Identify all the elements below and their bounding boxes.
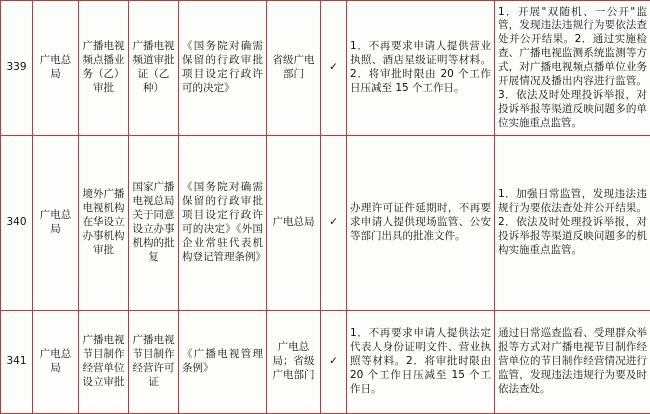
table-row (1, 1, 650, 136)
row-supervision-measures: 1．开展"双随机、一公开"监管，发现违法违规行为要依法查处并公开结果。2．通过实施检查、广播电视监测系统监测等方式，对广播电视频点播单位业务开展情况及播出内容进行监管。3．依法及时处理投诉举报，对投诉举报等渠道反映问题多的单位实施重点监管。 (495, 1, 650, 136)
row-department: 广电总局 (33, 311, 79, 414)
row-check-mark: ✓ (321, 1, 347, 136)
row-number: 339 (1, 1, 33, 136)
row-number: 340 (1, 136, 33, 311)
row-certificate-name: 国家广播电视总局关于同意设立办事机构的批复 (129, 136, 179, 311)
row-check-mark: ✓ (321, 311, 347, 414)
row-check-mark: ✓ (321, 136, 347, 311)
row-supervision-measures: 1．加强日常监管，发现违法违规行为要依法查处并公开结果。2．依法及时处理投诉举报，对投诉举报等渠道反映问题多的机构实施重点监管。 (495, 136, 650, 311)
table-row (1, 311, 650, 414)
row-certificate-name: 广播电视节目制作经营许可证 (129, 311, 179, 414)
row-approval-organ: 广电总局 (267, 136, 321, 311)
row-certificate-name: 广播电视频道审批证（乙种） (129, 1, 179, 136)
row-approval-organ: 广电总局；省级广电部门 (267, 311, 321, 414)
row-number: 341 (1, 311, 33, 414)
row-item-name: 广播电视节目制作经营单位设立审批 (79, 311, 129, 414)
row-department: 广电总局 (33, 1, 79, 136)
row-item-name: 广播电视频点播业务（乙）审批 (79, 1, 129, 136)
row-department: 广电总局 (33, 136, 79, 311)
row-item-name: 境外广播电视机构在华设立办事机构审批 (79, 136, 129, 311)
row-supervision-measures: 通过日常巡查监看、受理群众举报等方式对广播电视节目制作经营单位的节目制作经营情况进行监管，发现违法违规行为要及时依法查处。 (495, 311, 650, 414)
row-legal-basis: 《国务院对确需保留的行政审批项目设定行政许可的决定》《外国企业常驻代表机构登记管理条例》 (179, 136, 267, 311)
row-legal-basis: 《广播电视管理条例》 (179, 311, 267, 414)
table-row (1, 136, 650, 311)
row-reform-measures: 办理许可证件延期时，不再要求申请人提供现场监管、公安等部门出具的批准文件。 (347, 136, 495, 311)
row-reform-measures: 1．不再要求申请人提供法定代表人身份证明文件、营业执照等材料。2．将审批时限由 20 个工作日压减至 15 个工作日。 (347, 311, 495, 414)
row-reform-measures: 1．不再要求申请人提供营业执照、酒店星级证明等材料。2．将审批时限由 20 个工作日压减至 15 个工作日。 (347, 1, 495, 136)
row-legal-basis: 《国务院对确需保留的行政审批项目设定行政许可的决定》 (179, 1, 267, 136)
row-approval-organ: 省级广电部门 (267, 1, 321, 136)
